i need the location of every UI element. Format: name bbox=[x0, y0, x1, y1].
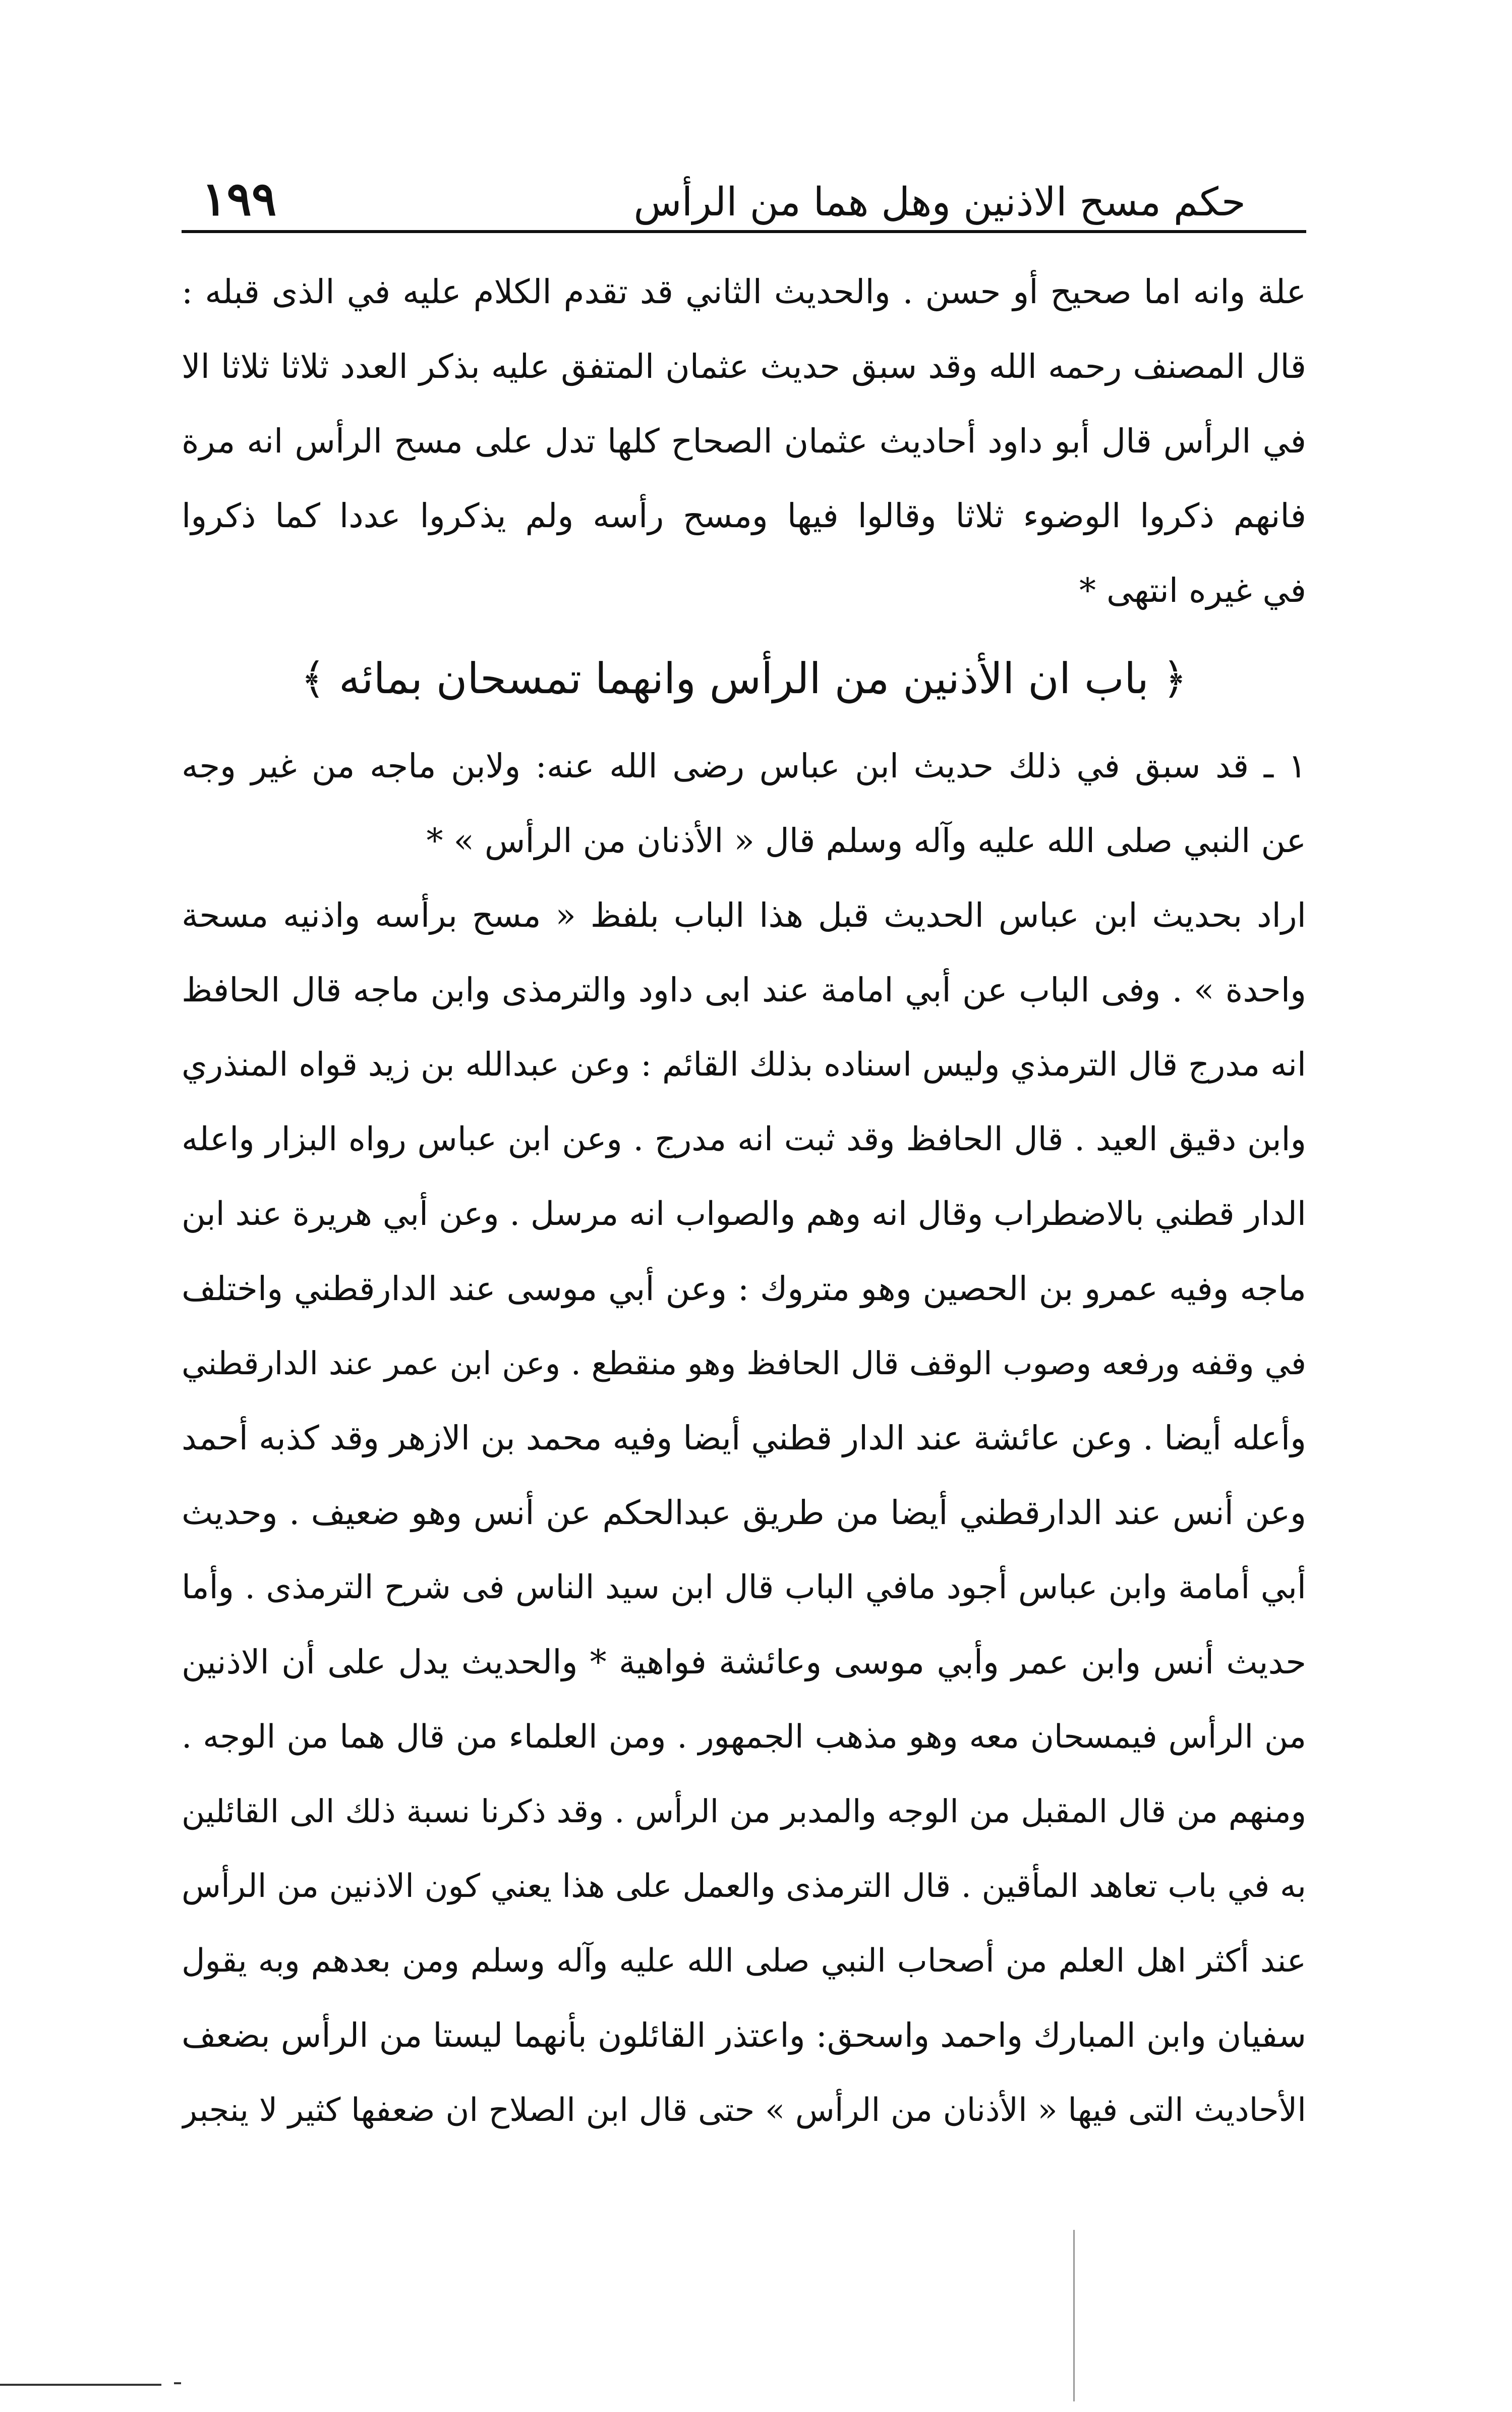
running-title: حكم مسح الاذنين وهل هما من الرأس bbox=[633, 180, 1246, 225]
chapter-title: ﴿ باب ان الأذنين من الرأس وانهما تمسحان بمائه ﴾ bbox=[301, 654, 1187, 703]
text-line: به في باب تعاهد المأقين . قال الترمذى والعمل على هذا يعني كون الاذنين من الرأس bbox=[182, 1868, 1306, 1905]
page-number: ١٩٩ bbox=[202, 172, 277, 226]
text-line: أبي أمامة وابن عباس أجود مافي الباب قال ابن سيد الناس فى شرح الترمذى . وأما bbox=[182, 1568, 1306, 1606]
text-line: في وقفه ورفعه وصوب الوقف قال الحافظ وهو منقطع . وعن ابن عمر عند الدارقطني bbox=[182, 1345, 1306, 1382]
text-line: في غيره انتهى * bbox=[1079, 571, 1306, 610]
text-line: من الرأس فيمسحان معه وهو مذهب الجمهور . ومن العلماء من قال هما من الوجه . bbox=[182, 1718, 1306, 1756]
text-line: ماجه وفيه عمرو بن الحصين وهو متروك : وعن أبي موسى عند الدارقطني واختلف bbox=[182, 1269, 1306, 1308]
text-line: وابن دقيق العيد . قال الحافظ وقد ثبت انه مدرج . وعن ابن عباس رواه البزار واعله bbox=[182, 1120, 1306, 1158]
page-header bbox=[182, 139, 1306, 226]
text-line: فانهم ذكروا الوضوء ثلاثا وقالوا فيها ومسح رأسه ولم يذكروا عددا كما ذكروا bbox=[182, 496, 1306, 535]
text-line: وأعله أيضا . وعن عائشة عند الدار قطني أيضا وفيه محمد بن الازهر وقد كذبه أحمد bbox=[182, 1419, 1306, 1457]
body-text bbox=[182, 255, 1306, 2148]
text-line: وعن أنس عند الدارقطني أيضا من طريق عبدالحكم عن أنس وهو ضعيف . وحديث bbox=[182, 1493, 1306, 1532]
scan-margin-trace bbox=[1073, 2230, 1075, 2401]
scan-edge-tick bbox=[174, 2382, 181, 2384]
hadith-line: ١ ـ قد سبق في ذلك حديث ابن عباس رضى الله عنه: ولابن ماجه من غير وجه bbox=[182, 747, 1306, 786]
text-line: الدار قطني بالاضطراب وقال انه وهم والصواب انه مرسل . وعن أبي هريرة عند ابن bbox=[182, 1195, 1306, 1233]
text-line: واحدة » . وفى الباب عن أبي امامة عند ابى داود والترمذى وابن ماجه قال الحافظ bbox=[182, 971, 1306, 1009]
text-line: حديث أنس وابن عمر وأبي موسى وعائشة فواهية * والحديث يدل على أن الاذنين bbox=[182, 1643, 1306, 1681]
text-line: انه مدرج قال الترمذي وليس اسناده بذلك القائم : وعن عبدالله بن زيد قواه المنذري bbox=[182, 1046, 1306, 1084]
text-line: عند أكثر اهل العلم من أصحاب النبي صلى الله عليه وآله وسلم ومن بعدهم وبه يقول bbox=[182, 1942, 1306, 1980]
text-line: قال المصنف رحمه الله وقد سبق حديث عثمان المتفق عليه بذكر العدد ثلاثا ثلاثا الا bbox=[182, 347, 1306, 386]
text-line: الأحاديث التى فيها « الأذنان من الرأس » حتى قال ابن الصلاح ان ضعفها كثير لا ينجبر bbox=[182, 2092, 1306, 2129]
header-rule bbox=[182, 230, 1306, 233]
scan-edge-mark bbox=[0, 2384, 161, 2386]
text-line: ومنهم من قال المقبل من الوجه والمدبر من الرأس . وقد ذكرنا نسبة ذلك الى القائلين bbox=[182, 1793, 1306, 1830]
text-line: سفيان وابن المبارك واحمد واسحق: واعتذر القائلون بأنهما ليستا من الرأس بضعف bbox=[182, 2016, 1306, 2055]
text-line: علة وانه اما صحيح أو حسن . والحديث الثاني قد تقدم الكلام عليه في الذى قبله : bbox=[182, 272, 1306, 311]
text-line: اراد بحديث ابن عباس الحديث قبل هذا الباب بلفظ « مسح برأسه واذنيه مسحة bbox=[182, 896, 1306, 935]
hadith-line: عن النبي صلى الله عليه وآله وسلم قال « الأذنان من الرأس » * bbox=[426, 821, 1306, 860]
text-line: في الرأس قال أبو داود أحاديث عثمان الصحاح كلها تدل على مسح الرأس انه مرة bbox=[182, 422, 1306, 461]
